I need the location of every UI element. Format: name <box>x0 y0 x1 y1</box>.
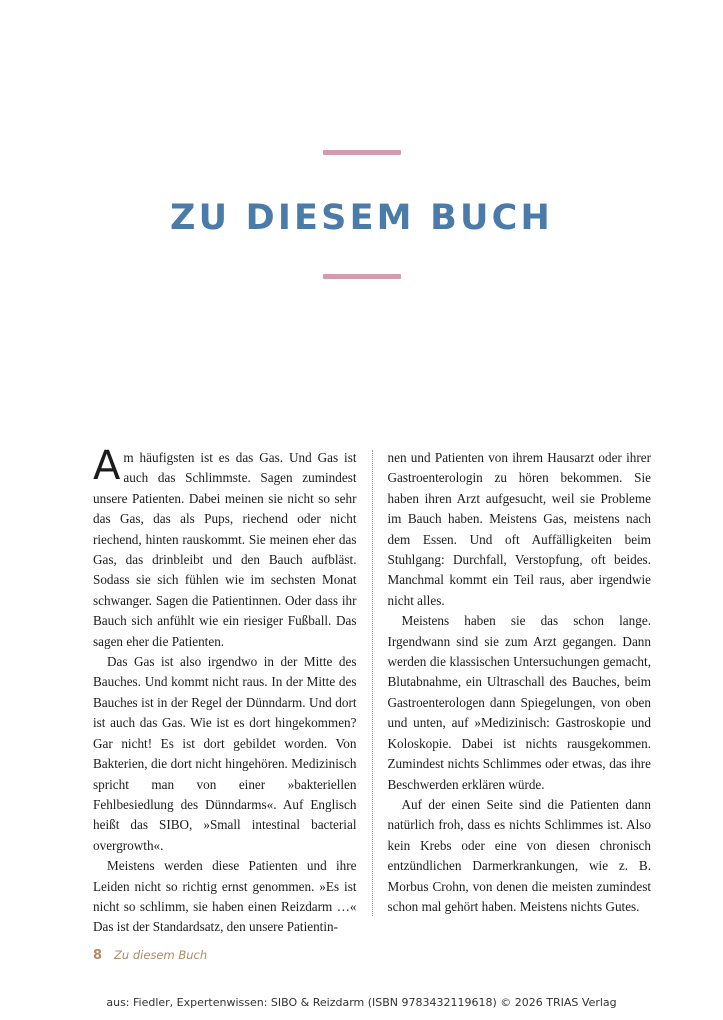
title-rule-bottom <box>323 274 401 279</box>
title-rule-top <box>323 150 401 155</box>
page-title: ZU DIESEM BUCH <box>170 198 553 238</box>
folio <box>93 948 207 963</box>
drop-cap: A <box>93 443 121 489</box>
paragraph: Auf der einen Seite sind die Patienten dann natürlich froh, dass es nichts Schlimmes ist. Also kein Krebs oder eine von diesen chronisch entzündlichen Darmerkrankungen, wie z. B. Morbus Crohn, von denen die meisten zumindest schon mal gehört haben. Meistens nichts Gutes. <box>387 796 651 914</box>
paragraph: Meistens haben sie das schon lange. Irgendwann sind sie zum Arzt gegangen. Dann werden die klassischen Untersuchungen gemacht, Blutabnahme, ein Ultraschall des Bauches, beim Gastroenterologen dann Spiegelungen, von oben und unten, auf »Medizinisch: Gastroskopie und Koloskopie. Dabei ist nichts rausgekommen. Zumindest nichts Schlimmes oder etwas, das ihre Beschwerden erklären würde. <box>387 613 651 792</box>
paragraph: Das Gas ist also irgendwo in der Mitte des Bauches. Und kommt nicht raus. In der Mitte des Bauches ist in der Regel der Dünndarm. Und dort ist auch das Gas. Wie ist es dort hingekommen? Gar nicht! Es ist dort gebildet worden. Von Bakterien, die dort nicht hingehören. Medizinisch spricht man von einer »bakteriellen Fehlbesiedlung des Dünndarms«. Auf Englisch heißt das SIBO, »Small intestinal bacterial overgrowth«. <box>93 654 357 853</box>
page-number: 8 <box>93 948 103 963</box>
paragraph: nen und Patienten von ihrem Hausarzt oder ihrer Gastroenterologin zu hören bekommen. Sie haben ihren Arzt aufgesucht, weil sie Probleme im Bauch haben. Meistens Gas, meistens nach dem Essen. Und oft Auffälligkeiten beim Stuhlgang: Durchfall, Verstopfung, oft beides. Manchmal kommt ein Teil raus, aber irgendwie nicht alles. <box>387 450 651 608</box>
body-columns <box>93 443 651 935</box>
column-left <box>93 443 372 935</box>
source-credit-line: aus: Fiedler, Expertenwissen: SIBO & Reizdarm (ISBN 9783432119618) © 2026 TRIAS Verlag <box>106 996 617 1009</box>
paragraph <box>93 443 357 652</box>
running-head: Zu diesem Buch <box>114 948 208 962</box>
paragraph-text: m häufigsten ist es das Gas. Und Gas ist auch das Schlimmste. Sagen zumindest unsere Patienten. Dabei meinen sie nicht so sehr das Gas, das als Pups, riechend oder nicht riechend, hinten rauskommt. Sie meinen eher das Gas, das drinbleibt und den Bauch aufbläst. Sodass sie sich fühlen wie im sechsten Monat schwanger. Sagen die Patientinnen. Oder dass ihr Bauch sich anfühlt wie ein riesiger Fußball. Das sagen eher die Patienten. <box>93 450 357 649</box>
paragraph: Meistens werden diese Patienten und ihre Leiden nicht so richtig ernst genommen. »Es ist nicht so schlimm, sie haben einen Reizdarm …« Das ist der Standardsatz, den unsere Patientin- <box>93 858 357 935</box>
column-right <box>373 448 652 918</box>
chapter-title-block <box>0 150 723 279</box>
